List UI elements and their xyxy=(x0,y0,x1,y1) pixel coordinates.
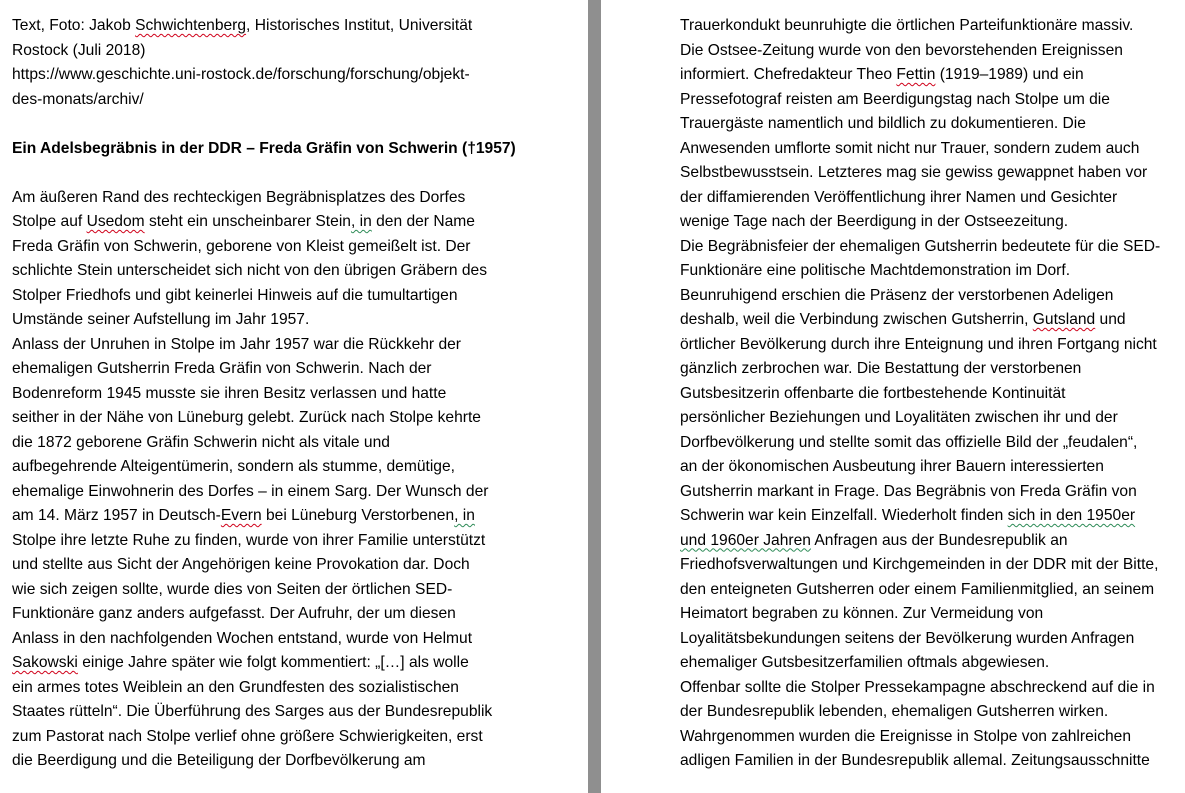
text-run: Friedhofsverwaltungen und Kirchgemeinden in der DDR mit der Bitte, xyxy=(680,556,1159,573)
text-run: am 14. März 1957 in Deutsch- xyxy=(12,507,221,524)
text-run: Trauerkondukt beunruhigte die örtlichen Parteifunktionäre massiv. xyxy=(680,17,1134,34)
text-line xyxy=(680,749,1160,774)
text-run: Schwerin war kein Einzelfall. Wiederholt finden xyxy=(680,507,1008,524)
text-line xyxy=(12,602,516,627)
text-run: steht ein unscheinbarer Stein xyxy=(144,213,351,230)
spellcheck-flagged-word: Schwichtenberg xyxy=(135,17,247,34)
text-run: , Historisches Institut, Universität xyxy=(246,17,473,34)
text-run: an der ökonomischen Ausbeutung ihrer Bauern interessierten xyxy=(680,458,1104,475)
text-line xyxy=(680,651,1160,676)
text-run: die 1872 geborene Gräfin Schwerin nicht als vitale und xyxy=(12,433,390,451)
grammar-flagged-phrase: und 1960er Jahren xyxy=(680,531,811,549)
spellcheck-flagged-word: Sakowski xyxy=(12,654,78,671)
text-line xyxy=(12,725,516,750)
text-run: Rostock (Juli 2018) xyxy=(12,41,146,59)
text-line xyxy=(680,308,1160,333)
text-line xyxy=(12,627,516,652)
text-line xyxy=(680,259,1160,284)
text-line xyxy=(680,578,1160,603)
text-run: Pressefotograf reisten am Beerdigungstag nach Stolpe um die xyxy=(680,90,1110,108)
text-run: Loyalitätsbekundungen seitens der Bevölkerung wurden Anfragen xyxy=(680,629,1135,647)
text-run: ehemaligen Gutsherrin Freda Gräfin von Schwerin. Nach der xyxy=(12,360,432,377)
text-run: Funktionäre eine politische Machtdemonstration im Dorf. xyxy=(680,262,1071,279)
blank-line xyxy=(12,161,516,186)
text-line xyxy=(680,161,1160,186)
text-line xyxy=(680,431,1160,456)
text-line xyxy=(12,63,516,88)
text-line xyxy=(680,284,1160,309)
text-line xyxy=(680,627,1160,652)
text-run: Heimatort begraben zu können. Zur Vermeidung von xyxy=(680,605,1044,622)
text-line xyxy=(12,578,516,603)
text-run: Text, Foto: Jakob xyxy=(12,17,136,34)
text-line xyxy=(680,406,1160,431)
text-line xyxy=(680,357,1160,382)
blank-line xyxy=(12,112,516,137)
text-line xyxy=(12,676,516,701)
text-line xyxy=(12,553,516,578)
text-run: Am äußeren Rand des rechteckigen Begräbnisplatzes des Dorfes xyxy=(12,188,466,206)
text-run: Selbstbewusstsein. Letzteres mag sie gewiss gewappnet haben vor xyxy=(680,164,1148,181)
spellcheck-flagged-word: Evern xyxy=(220,507,262,524)
text-line xyxy=(12,39,516,64)
text-run: ehemaliger Gutsbesitzerfamilien oftmals abgewiesen. xyxy=(680,654,1050,671)
text-run: ehemalige Einwohnerin des Dorfes – in einem Sarg. Der Wunsch der xyxy=(12,482,489,500)
text-run: Wahrgenommen wurden die Ereignisse in Stolpe von zahlreichen xyxy=(680,727,1132,745)
text-run: aufbegehrende Alteigentümerin, sondern als stumme, demütige, xyxy=(12,458,455,475)
text-line xyxy=(680,210,1160,235)
text-run: Ein Adelsbegräbnis in der DDR – Freda Gräfin von Schwerin (†1957) xyxy=(12,139,516,157)
text-run: Die Begräbnisfeier der ehemaligen Gutsherrin bedeutete für die SED- xyxy=(680,237,1161,255)
text-line xyxy=(12,259,516,284)
text-run: seither in der Nähe von Lüneburg gelebt. Zurück nach Stolpe kehrte xyxy=(12,409,481,426)
text-line xyxy=(12,88,516,113)
text-line xyxy=(12,308,516,333)
text-run: wie sich zeigen sollte, wurde dies von Seiten der örtlichen SED- xyxy=(12,580,453,598)
text-run: Stolpe auf xyxy=(12,213,87,230)
text-run: der Bundesrepublik lebenden, ehemaligen Gutsherren wirken. xyxy=(680,703,1109,720)
text-run: deshalb, weil die Verbindung zwischen Gutsherrin, xyxy=(680,311,1033,328)
text-run: adligen Familien in der Bundesrepublik allemal. Zeitungsausschnitte xyxy=(680,752,1150,769)
page-divider xyxy=(588,0,601,793)
text-line xyxy=(12,235,516,260)
text-run: Gutsbesitzerin offenbarte die fortbestehende Kontinuität xyxy=(680,384,1066,402)
text-run: informiert. Chefredakteur Theo xyxy=(680,66,897,83)
text-run: Anlass in den nachfolgenden Wochen entstand, wurde von Helmut xyxy=(12,629,473,647)
text-line xyxy=(680,39,1160,64)
document-page-left[interactable] xyxy=(0,0,588,793)
text-run: Bodenreform 1945 musste sie ihren Besitz verlassen und hatte xyxy=(12,384,447,402)
document-heading xyxy=(12,137,516,162)
grammar-flagged-phrase: , in xyxy=(350,213,372,230)
text-run: wenige Tage nach der Beerdigung in der Ostseezeitung. xyxy=(680,213,1069,230)
text-column-left xyxy=(12,14,516,774)
text-run: und xyxy=(1095,311,1126,328)
text-run: örtlicher Bevölkerung durch ihre Enteignung und ihren Fortgang nicht xyxy=(680,335,1157,353)
text-line xyxy=(12,284,516,309)
text-column-right xyxy=(680,14,1160,774)
text-run: Die Ostsee-Zeitung wurde von den bevorstehenden Ereignissen xyxy=(680,41,1123,59)
text-line xyxy=(12,357,516,382)
text-run: Beunruhigend erschien die Präsenz der verstorbenen Adeligen xyxy=(680,286,1114,304)
spellcheck-flagged-word: Fettin xyxy=(896,66,936,83)
grammar-flagged-phrase: sich in den 1950er xyxy=(1007,507,1136,524)
text-line xyxy=(12,382,516,407)
text-run: den der Name xyxy=(371,213,475,230)
text-run: Stolpe ihre letzte Ruhe zu finden, wurde von ihrer Familie unterstützt xyxy=(12,531,486,549)
text-run: den enteigneten Gutsherren oder einem Familienmitglied, an seinem xyxy=(680,580,1155,598)
text-line xyxy=(680,602,1160,627)
text-line xyxy=(12,431,516,456)
spellcheck-flagged-word: Gutsland xyxy=(1032,311,1096,328)
text-line xyxy=(680,88,1160,113)
text-run: gänzlich zerbrochen war. Die Bestattung der verstorbenen xyxy=(680,360,1082,377)
text-run: einige Jahre später wie folgt kommentiert: „[…] als wolle xyxy=(77,654,469,671)
text-run: (1919–1989) und ein xyxy=(935,66,1084,83)
document-page-right[interactable] xyxy=(601,0,1185,793)
text-line xyxy=(680,137,1160,162)
text-line xyxy=(12,455,516,480)
text-run: Anfragen aus der Bundesrepublik an xyxy=(810,531,1068,549)
text-run: zum Pastorat nach Stolpe verlief ohne größere Schwierigkeiten, erst xyxy=(12,727,483,745)
text-line xyxy=(12,504,516,529)
text-line xyxy=(680,676,1160,701)
text-run: Umstände seiner Aufstellung im Jahr 1957. xyxy=(12,311,310,328)
text-line xyxy=(680,480,1160,505)
text-run: Funktionäre ganz anders aufgefasst. Der Aufruhr, der um diesen xyxy=(12,605,456,622)
text-line xyxy=(12,651,516,676)
text-run: und stellte aus Sicht der Angehörigen keine Provokation dar. Doch xyxy=(12,556,470,573)
text-line xyxy=(680,112,1160,137)
text-run: Gutsherrin markant in Frage. Das Begräbnis von Freda Gräfin von xyxy=(680,482,1137,500)
text-run: bei Lüneburg Verstorbenen xyxy=(261,507,455,524)
text-run: die Beerdigung und die Beteiligung der Dorfbevölkerung am xyxy=(12,752,426,769)
text-line xyxy=(680,235,1160,260)
text-line xyxy=(12,333,516,358)
text-line xyxy=(680,186,1160,211)
text-run: ein armes totes Weiblein an den Grundfesten des sozialistischen xyxy=(12,678,459,696)
text-line xyxy=(680,382,1160,407)
text-line xyxy=(12,749,516,774)
text-line xyxy=(680,455,1160,480)
text-line xyxy=(680,504,1160,529)
text-line xyxy=(12,529,516,554)
text-run: https://www.geschichte.uni-rostock.de/forschung/forschung/objekt- xyxy=(12,66,470,83)
text-line xyxy=(12,406,516,431)
text-line xyxy=(680,725,1160,750)
text-run: des-monats/archiv/ xyxy=(12,90,144,108)
text-line xyxy=(12,210,516,235)
text-run: persönlicher Beziehungen und Loyalitäten zwischen ihr und der xyxy=(680,409,1118,426)
spellcheck-flagged-word: Usedom xyxy=(86,213,145,230)
text-line xyxy=(680,700,1160,725)
text-line xyxy=(680,333,1160,358)
text-run: Anlass der Unruhen in Stolpe im Jahr 1957 war die Rückkehr der xyxy=(12,335,461,353)
text-run: Stolper Friedhofs und gibt keinerlei Hinweis auf die tumultartigen xyxy=(12,286,458,304)
text-line xyxy=(12,14,516,39)
text-line xyxy=(680,63,1160,88)
text-line xyxy=(12,700,516,725)
text-line xyxy=(12,480,516,505)
text-run: der diffamierenden Veröffentlichung ihrer Namen und Gesichter xyxy=(680,188,1118,206)
text-line xyxy=(680,529,1160,554)
text-line xyxy=(12,186,516,211)
text-run: Dorfbevölkerung und stellte somit das offizielle Bild der „feudalen“, xyxy=(680,433,1138,451)
text-run: Trauergäste namentlich und bildlich zu dokumentieren. Die xyxy=(680,115,1086,132)
text-run: Staates rütteln“. Die Überführung des Sarges aus der Bundesrepublik xyxy=(12,703,493,720)
text-line xyxy=(680,14,1160,39)
text-run: Offenbar sollte die Stolper Pressekampagne abschreckend auf die in xyxy=(680,678,1155,696)
grammar-flagged-phrase: , in xyxy=(454,507,475,524)
text-run: Freda Gräfin von Schwerin, geborene von Kleist gemeißelt ist. Der xyxy=(12,237,471,255)
text-run: Anwesenden umflorte somit nicht nur Trauer, sondern zudem auch xyxy=(680,139,1140,157)
text-line xyxy=(680,553,1160,578)
text-run: schlichte Stein unterscheidet sich nicht von den übrigen Gräbern des xyxy=(12,262,488,279)
